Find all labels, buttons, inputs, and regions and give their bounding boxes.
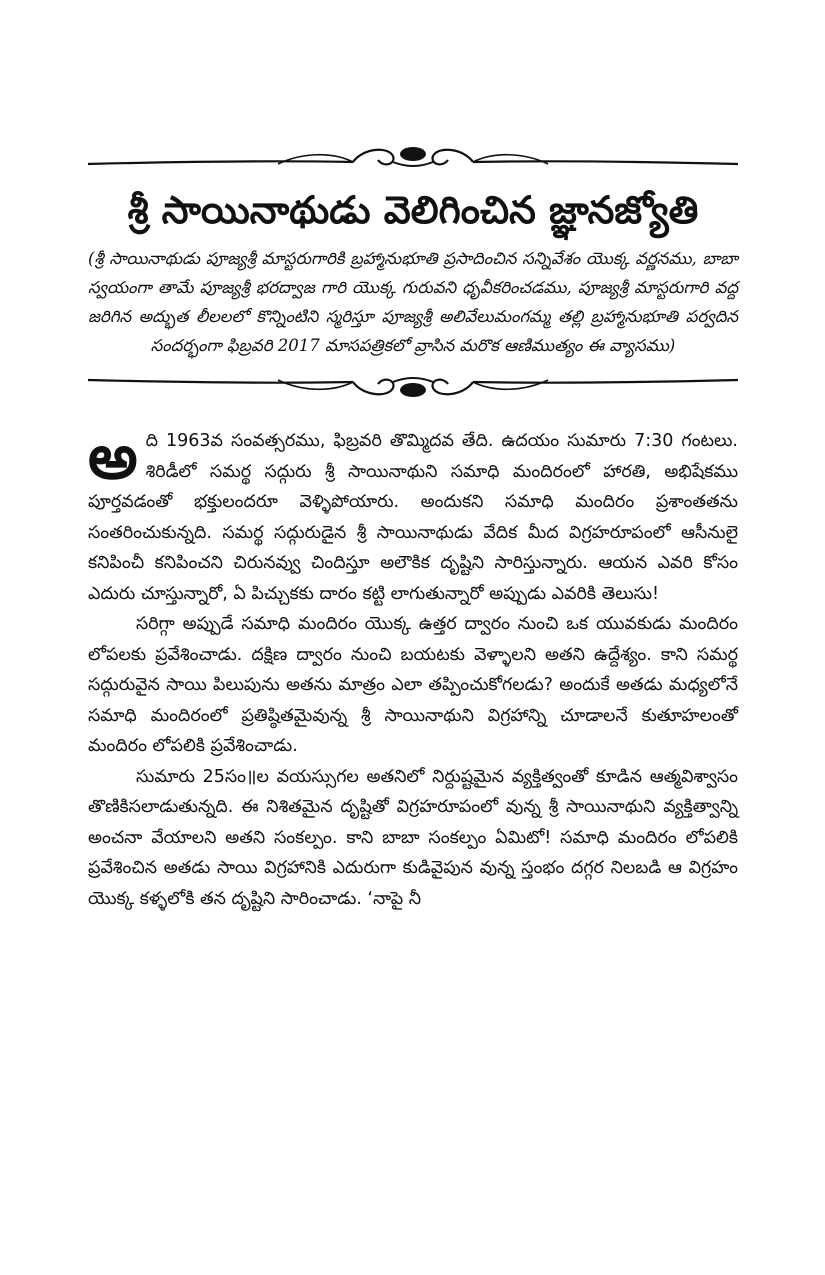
article-body [88,420,738,914]
top-ornament [88,140,738,180]
paragraph-1-text: ది 1963వ సంవత్సరము, ఫిబ్రవరి తొమ్మిదవ తేది. ఉదయం సుమారు 7:30 గంటలు. శిరిడీలో సమర్థ సద్గురు శ్రీ సాయినాథుని సమాధి మందిరంలో హారతి, అభిషేకము పూర్తవడంతో భక్తులందరూ వెళ్ళిపోయారు. అందుకని సమాధి మందిరం ప్రశాంతతను సంతరించుకున్నది. సమర్థ సద్గురుడైన శ్రీ సాయినాథుడు వేదిక మీద విగ్రహరూపంలో ఆసీనులై కనిపించీ కనిపించని చిరునవ్వు చిందిస్తూ అలౌకిక దృష్టిని సారిస్తున్నారు. ఆయన ఎవరి కోసం ఎదురు చూస్తున్నారో, ఏ పిచ్చుకకు దారం కట్టి లాగుతున్నారో అప్పుడు ఎవరికి తెలుసు! [88,431,738,604]
article-title: శ్రీ సాయినాథుడు వెలిగించిన జ్ఞానజ్యోతి [127,188,699,232]
paragraph-3: సుమారు 25సం॥ల వయస్సుగల అతనిలో నిర్దుష్టమైన వ్యక్తిత్వంతో కూడిన ఆత్మవిశ్వాసం తొణికిసలాడుతున్నది. ఈ నిశితమైన దృష్టితో విగ్రహరూపంలో వున్న శ్రీ సాయినాథుని వ్యక్తిత్వాన్ని అంచనా వేయాలని అతని సంకల్పం. కాని బాబా సంకల్పం ఏమిటో! సమాధి మందిరం లోపలికి ప్రవేశించిన అతడు సాయి విగ్రహానికి ఎదురుగా కుడివైపున వున్న స్తంభం దగ్గర నిలబడి ఆ విగ్రహం యొక్క కళ్ళలోకి తన దృష్టిని సారించాడు. ‘నాపై నీ [88,766,738,909]
article [88,140,738,914]
bottom-ornament [88,364,738,404]
article-intro: (శ్రీ సాయినాథుడు పూజ్యశ్రీ మాస్టరుగారికి బ్రహ్మానుభూతి ప్రసాదించిన సన్నివేశం యొక్క వర్ణనము, బాబా స్వయంగా తామే పూజ్యశ్రీ భరద్వాజ గారి యొక్క గురువని ధృవీకరించడము, పూజ్యశ్రీ మాస్టరుగారి వద్ద జరిగిన అద్భుత లీలలలో కొన్నింటిని స్మరిస్తూ పూజ్యశ్రీ అలివేలుమంగమ్మ తల్లి బ్రహ్మానుభూతి పర్వదిన సందర్భంగా ఫిబ్రవరి 2017 మాసపత్రికలో వ్రాసిన మరొక ఆణిముత్యం ఈ వ్యాసము) [88,249,738,355]
paragraph-2: సరిగ్గా అప్పుడే సమాధి మందిరం యొక్క ఉత్తర ద్వారం నుంచి ఒక యువకుడు మందిరం లోపలకు ప్రవేశించాడు. దక్షిణ ద్వారం నుంచి బయటకు వెళ్ళాలని అతని ఉద్దేశ్యం. కాని సమర్థ సద్గురువైన సాయి పిలుపును అతను మాత్రం ఎలా తప్పించుకోగలడు? అందుకే అతడు మధ్యలోనే సమాధి మందిరంలో ప్రతిష్ఠితమైవున్న శ్రీ సాయినాథుని విగ్రహాన్ని చూడాలనే కుతూహలంతో మందిరం లోపలికి ప్రవేశించాడు. [88,614,738,756]
paragraph-1 [88,420,738,609]
drop-cap: అ [88,420,138,493]
